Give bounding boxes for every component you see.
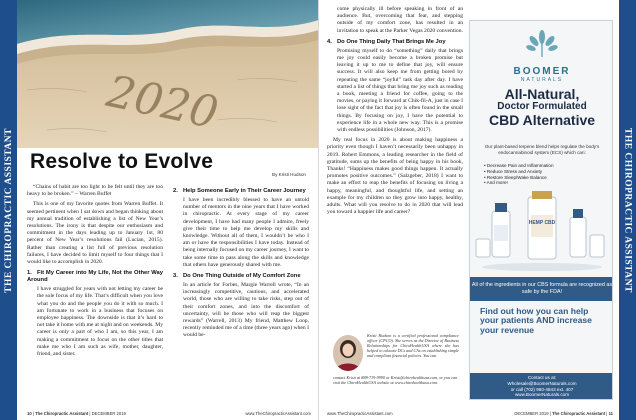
beach-photo <box>17 0 319 148</box>
section-2-heading: 2. Help Someone Early in Their Career Journey <box>173 188 306 194</box>
left-spine-text: THE CHIROPRACTIC ASSISTANT <box>3 127 14 293</box>
ad-benefit: • Restore Sleep/Wake Balance <box>484 175 554 181</box>
section-3-continued: come physically ill before speaking in front of an audience. But, overcoming that fear, and stepping outside of my comfort zone, has resulted in an invitation to speak at the Parker Vegas 2020 convention. <box>337 6 463 34</box>
article-title: Resolve to Evolve <box>30 150 214 173</box>
section-3-body: In an article for Forbes, Margie Warrell wrote, “In an increasingly competitive, cautious, and accelerated world, those who are willing to take risks, step out of their comfort zones, and into the discomfort of uncertainty, will be those who will reap the biggest rewards” (Warrell, 2013) My friend, Matthew Loop, recently reminded me of a time (three years ago) when I would be- <box>183 282 309 339</box>
right-spine <box>619 0 636 420</box>
ad-headline: All-Natural, Doctor Formulated CBD Alternative <box>488 86 596 128</box>
left-spine <box>0 0 17 420</box>
intro-paragraph: This is one of my favorite quotes from Warren Buffet. It seemed pertinent when I sat down and began thinking about my annual tradition of establishing a list of New Year’s resolutions. The irony is that despite our enthusiasm and commitment in the days leading up to January 1st, 80 percent of New Year’s resolutions fail (Lucian, 2015). Rather than creating a list full of previous resolution failures, I have decided to limit myself to four things that I would like to accomplish in 2020. <box>27 201 163 266</box>
sand-writing: 2020 <box>102 66 223 140</box>
section-2-body: I have been incredibly blessed to have an untold number of mentors in the nine years that I have worked in chiropractic. At every stage of my career development, I have had many people I admire, freely give their time to help me develop my skills and knowledge. Without all of them, I wouldn’t be who I am or have the responsibilities I have today. Instead of being internally focused on my career journey, I want to take some time to pass along the skills and knowledge that others have generously shared with me. <box>183 197 309 268</box>
left-footer-meta: 10 | The Chiropractic Assistant | DECEMBER 2019 <box>27 411 126 416</box>
author-contact: contact Kristi at 888-719-9990 or Kristi@chirohealthusa.com, or you can visit the ChiroHealthUSA website at www.chirohealthusa.com. <box>333 375 458 386</box>
author-avatar <box>333 335 363 371</box>
boomer-naturals-ad[interactable] <box>469 20 613 400</box>
section-1-heading: 1. Fit My Career into My Life, Not the Other Way Around <box>27 270 163 284</box>
author-box <box>333 333 459 395</box>
author-bio: Kristi Hudson is a certified professional compliance officer (CPCO). She serves as the Director of Business Relationships for ChiroHealthUSA where she has helped to educate DCs and CAs on establishing simple and compliant financial policies. You can <box>367 333 459 359</box>
right-footer <box>327 411 613 416</box>
byline: By Kristi Hudson <box>272 172 306 177</box>
section-1-body: I have struggled for years with not letting my career be the sole focus of my life. That’s difficult when you love what you do and the people you do it with so much. I am fortunate to work in a business that focuses on employee happiness. The downside is that it’s hard to not take it home with me at night and on weekends. My career is only a part of who I am, so this year, I am making a commitment to focus on the other titles that make me who I am such as wife, mother, daughter, friend, and sister. <box>37 286 163 358</box>
right-page <box>319 0 619 420</box>
leaf-logo-icon <box>525 29 559 59</box>
ad-find-out: Find out how you can help your patients AND increase your revenue <box>480 306 592 335</box>
left-footer-site[interactable]: www.TheChiropracticAssistant.com <box>245 411 311 416</box>
product-label: HEMP CBD <box>528 220 556 226</box>
intro-quote: “Chains of habit are too light to be felt until they are too heavy to be broken.” ~ Warren Buffet <box>27 184 163 198</box>
right-spine-text: THE CHIROPRACTIC ASSISTANT <box>622 127 633 293</box>
column-1 <box>27 184 163 361</box>
product-bottles-illustration <box>474 189 610 275</box>
ad-benefit: • And more! <box>484 180 554 186</box>
column-2 <box>173 184 309 343</box>
ad-contact-email[interactable]: Wholesale@BoomerNaturals.com <box>507 380 577 386</box>
closing-paragraph: My real focus in 2020 is about making happiness a priority even though I haven’t necessarily been unhappy in 2019. Robert Emmons, a leading researcher in the field of gratitude, sums up the benefits of being happy in his book, Thanks! “Happiness makes good things happen. It actually promotes positive outcomes.” (Salzgeber, 2018) I want to make an effort to reap the benefits of focusing on living a happy, meaningful, and thoughtful life, and setting an example for my children so they grow into happy, healthy, adults. What will you resolve to do in 2020 that will lead you toward a happier life and career? <box>327 137 463 216</box>
left-footer <box>27 411 311 416</box>
author-portrait-icon <box>333 335 363 371</box>
ad-fda-banner: All of the ingredients in our CBS formula are recognized as safe by the FDA! <box>470 277 613 301</box>
ad-products <box>474 189 610 275</box>
ad-contact-phone[interactable]: or call (702) 960-4843 ext. 407 <box>510 386 574 392</box>
section-3-heading: 3. Do One Thing Outside of My Comfort Zone <box>173 273 301 280</box>
ad-tagline: Our plant-based terpene blend helps regulate the body’s endocannabinoid system (ECS) which can: <box>484 144 600 155</box>
section-4-heading: 4. Do One Thing Daily That Brings Me Joy <box>327 38 446 45</box>
left-page <box>17 0 319 420</box>
ad-benefit: • Decrease Pain and Inflammation <box>484 163 554 169</box>
ad-logo <box>470 29 613 83</box>
ad-contact-label: Contact us at: <box>527 375 557 380</box>
ad-contact-website[interactable]: www.BoomerNaturals.com <box>514 392 570 398</box>
right-footer-meta: DECEMBER 2019 | The Chiropractic Assistant | 11 <box>514 411 613 416</box>
section-4-body: Promising myself to do “something” daily that brings me joy could easily become a broken promise but leaving it up to me to define that joy, will ensure success. It will also keep me from getting bored by repeating the same “joyful” task day after day. I have started a list of things that bring me joy such as reading a book, meeting a friend for coffee, going to the movies, or paying it forward at Chik-fil-A, just in case I lose sight of the fact that joy is often found in the small things. By focusing on joy, I have the potential to experience life in a whole new way. This is a promise with endless possibilities (Johnson, 2017). <box>337 47 463 134</box>
ad-brand: BOOMER <box>513 66 571 77</box>
ad-benefits-list <box>484 163 554 186</box>
beach-illustration <box>17 0 319 148</box>
column-3 <box>327 6 463 219</box>
ad-benefit: • Reduce Stress and Anxiety <box>484 169 554 175</box>
ad-brand-sub: NATURALS <box>520 77 564 83</box>
ad-contact-box <box>470 373 613 400</box>
right-footer-site[interactable]: www.TheChiropracticAssistant.com <box>327 411 393 416</box>
